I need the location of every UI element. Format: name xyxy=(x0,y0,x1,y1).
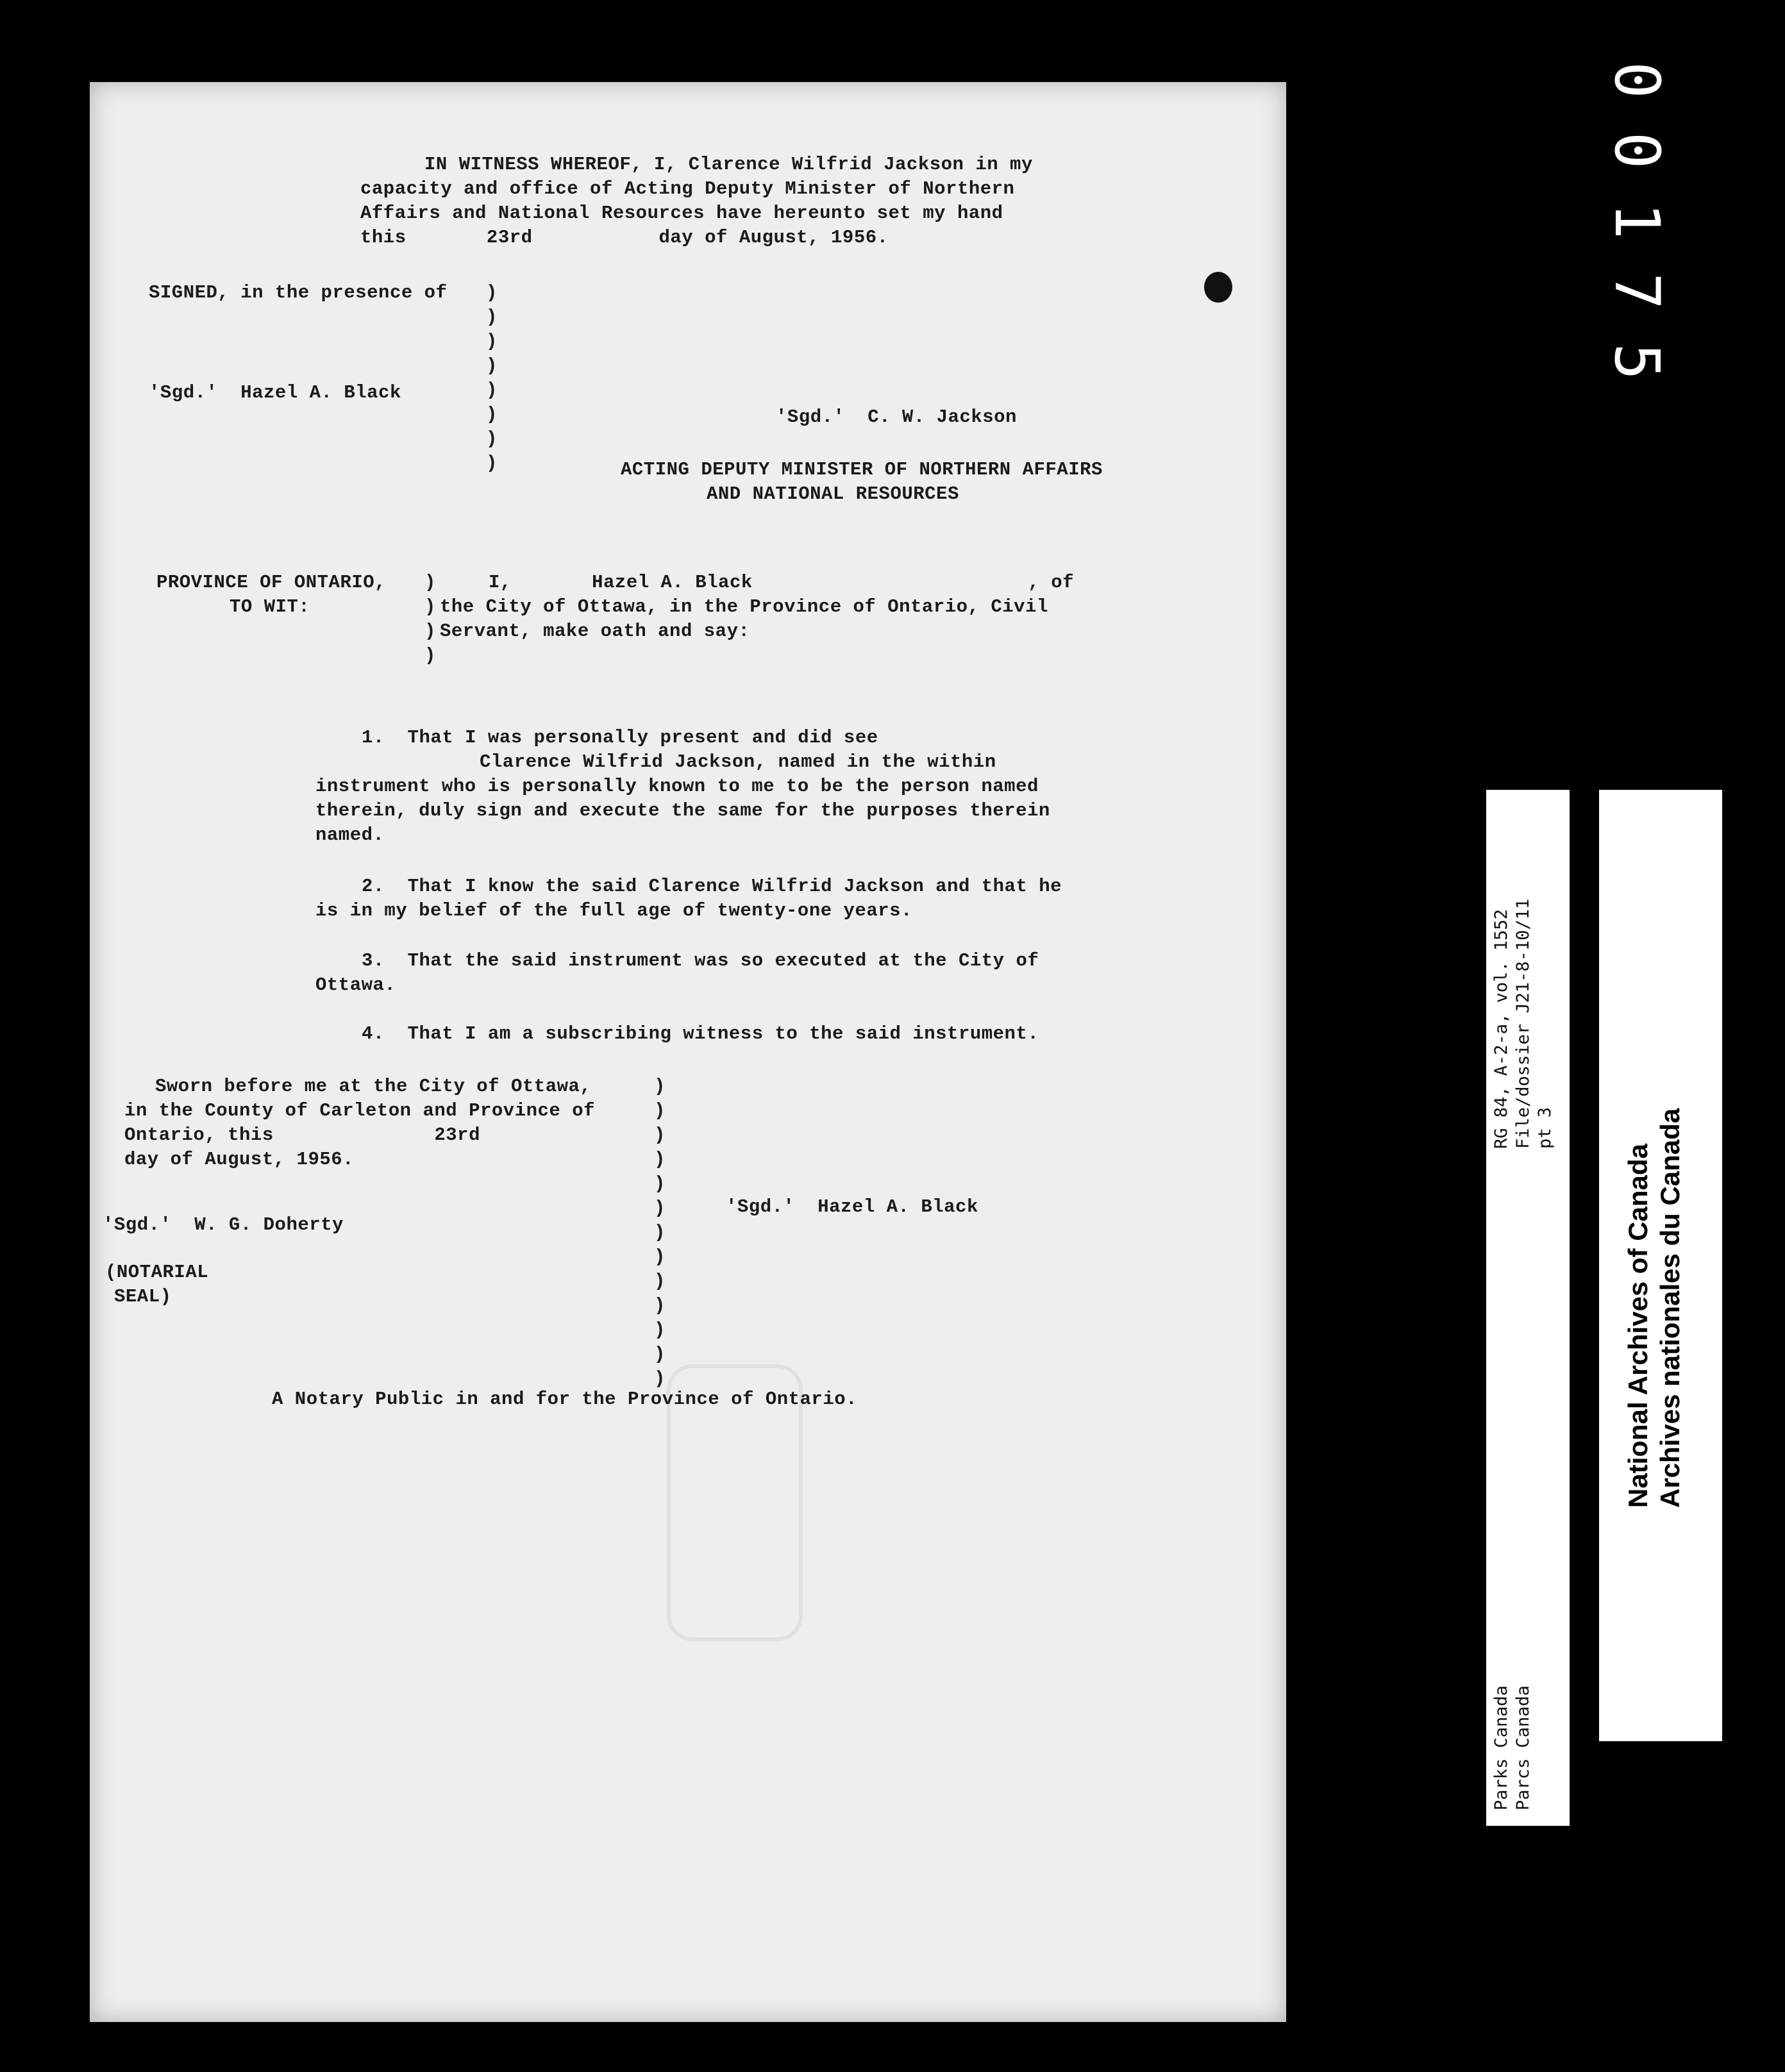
jackson-signature: 'Sgd.' C. W. Jackson xyxy=(776,406,1017,428)
signing-brace: ) ) ) ) ) ) ) ) xyxy=(486,282,498,474)
frame-number xyxy=(1602,62,1672,549)
signer-title-1: ACTING DEPUTY MINISTER OF NORTHERN AFFAIRS xyxy=(621,459,1103,480)
sworn-brace: ) ) ) ) ) ) ) ) ) ) ) ) ) xyxy=(654,1076,666,1389)
signer-title-2: AND NATIONAL RESOURCES xyxy=(707,483,959,505)
national-archives-label xyxy=(1599,790,1722,1741)
oath-line-3: Servant, make oath and say: xyxy=(440,621,750,642)
notarial-seal-line-1: (NOTARIAL xyxy=(105,1262,209,1283)
reference-line-4: File/dossier J21-8-10/11 xyxy=(1513,898,1533,1149)
clause-2-line-1: 2. That I know the said Clarence Wilfrid Jackson and that he xyxy=(362,876,1062,897)
archives-name-en: National Archives of Canada xyxy=(1623,1144,1653,1508)
archives-name-fr: Archives nationales du Canada xyxy=(1655,1108,1685,1508)
reference-line-3: RG 84, A-2-a, vol. 1552 xyxy=(1491,909,1511,1149)
sworn-line-3: Ontario, this 23rd xyxy=(124,1124,480,1146)
clause-3-line-2: Ottawa. xyxy=(315,974,396,996)
clause-3-line-1: 3. That the said instrument was so executed at the City of xyxy=(362,950,1039,971)
clause-4-line-1: 4. That I am a subscribing witness to the said instrument. xyxy=(362,1023,1039,1044)
clause-1-line-5: named. xyxy=(315,824,385,846)
clause-1-line-3: instrument who is personally known to me to be the person named xyxy=(315,776,1039,797)
witness-line-2: capacity and office of Acting Deputy Minister of Northern xyxy=(360,178,1015,199)
witness-line-1: IN WITNESS WHEREOF, I, Clarence Wilfrid Jackson in my xyxy=(424,154,1033,175)
oath-line-2: the City of Ottawa, in the Province of Ontario, Civil xyxy=(440,596,1048,617)
witness-line-4: this 23rd day of August, 1956. xyxy=(360,227,889,248)
frame-number-text: 00175 xyxy=(1601,62,1673,414)
to-wit-label: TO WIT: xyxy=(230,596,310,617)
signed-presence-label: SIGNED, in the presence of xyxy=(149,282,448,303)
ink-blot xyxy=(1204,272,1232,303)
clause-2-line-2: is in my belief of the full age of twenty-one years. xyxy=(315,900,912,921)
reference-line-2: Parcs Canada xyxy=(1513,1685,1533,1810)
document-page xyxy=(90,82,1286,2022)
reference-line-1: Parks Canada xyxy=(1491,1685,1511,1810)
sworn-line-1: Sworn before me at the City of Ottawa, xyxy=(155,1076,592,1097)
clause-1-line-1: 1. That I was personally present and did see xyxy=(362,727,878,748)
affiant-signature: 'Sgd.' Hazel A. Black xyxy=(726,1196,978,1217)
archive-reference-label xyxy=(1486,790,1570,1826)
province-brace: ) ) ) ) xyxy=(424,572,436,666)
sworn-line-2: in the County of Carleton and Province of xyxy=(124,1100,596,1121)
notarial-seal-line-2: SEAL) xyxy=(114,1286,172,1307)
province-label: PROVINCE OF ONTARIO, xyxy=(156,572,387,593)
clause-1-line-2: Clarence Wilfrid Jackson, named in the within xyxy=(480,751,996,773)
notary-signature: 'Sgd.' W. G. Doherty xyxy=(103,1214,344,1235)
witness-line-3: Affairs and National Resources have hereunto set my hand xyxy=(360,203,1003,224)
notary-designation: A Notary Public in and for the Province of Ontario. xyxy=(272,1389,858,1410)
witness-signature: 'Sgd.' Hazel A. Black xyxy=(149,382,401,403)
sworn-line-4: day of August, 1956. xyxy=(124,1149,355,1170)
clause-1-line-4: therein, duly sign and execute the same for the purposes therein xyxy=(315,800,1050,821)
oath-line-1: I, Hazel A. Black , of xyxy=(489,572,1075,593)
reference-line-5: pt 3 xyxy=(1535,1107,1555,1149)
